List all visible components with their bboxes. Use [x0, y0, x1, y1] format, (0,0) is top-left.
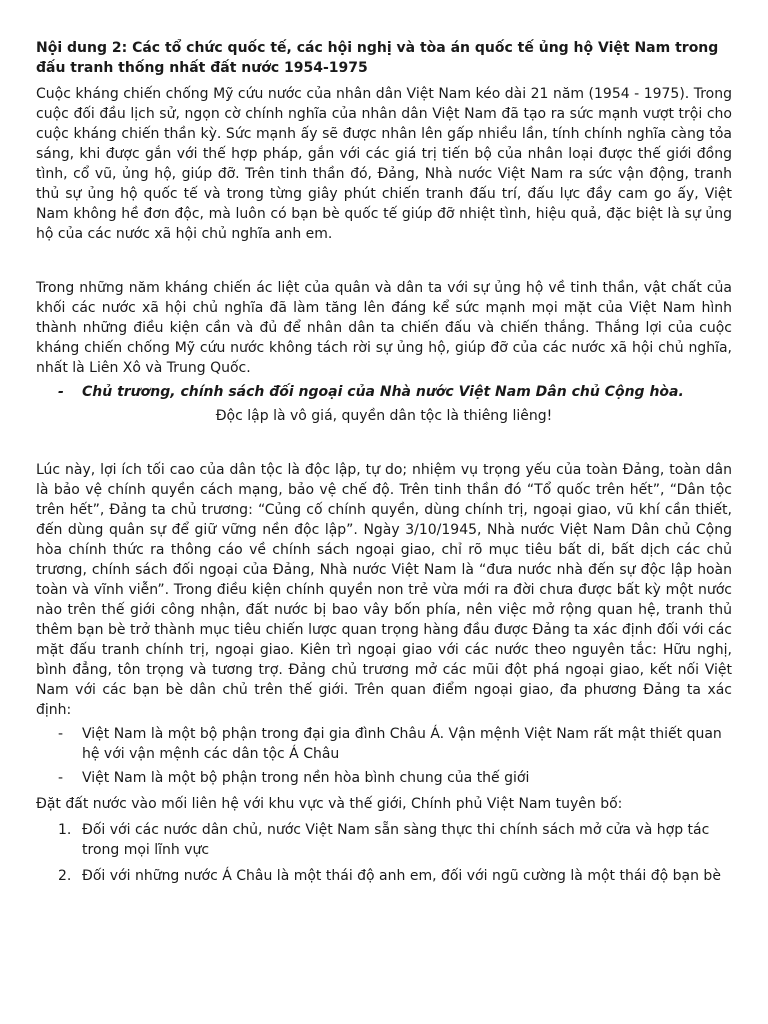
item-number: 1.	[58, 822, 72, 838]
bullet-marker: -	[58, 384, 64, 400]
spacer	[36, 430, 732, 460]
item-number: 2.	[58, 868, 72, 884]
bullet-marker: -	[58, 770, 64, 786]
section-heading: Nội dung 2: Các tổ chức quốc tế, các hội nghị và tòa án quốc tế ủng hộ Việt Nam trong đấu tranh thống nhất đất nước 1954-1975	[36, 40, 719, 76]
list-item	[36, 768, 732, 788]
paragraph-foreign-policy: Lúc này, lợi ích tối cao của dân tộc là độc lập, tự do; nhiệm vụ trọng yếu của toàn Đảng, toàn dân là bảo vệ chính quyền cách mạng, bảo vệ chế độ. Trên tinh thần đó “Tổ quốc trên hết”, “Dân tộc trên hết”, Đảng ta chủ trương: “Củng cố chính quyền, dùng chính trị, ngoại giao, vũ khí cần thiết, đến dùng quân sự để giữ vững nền độc lập”. Ngày 3/10/1945, Nhà nước Việt Nam Dân chủ Cộng hòa chính thức ra thông cáo về chính sách ngoại giao, chỉ rõ mục tiêu bất di, bất dịch các chủ trương, chính sách đối ngoại của Đảng, Nhà nước Việt Nam là “đưa nước nhà đến sự độc lập hoàn toàn và vĩnh viễn”. Trong điều kiện chính quyền non trẻ vừa mới ra đời chưa được bất kỳ một nước nào trên thế giới công nhận, đất nước bị bao vây bốn phía, nên việc mở rộng quan hệ, tranh thủ thêm bạn bè trở thành mục tiêu chiến lược quan trọng hàng đầu được Đảng ta xác định đối với các mặt đấu tranh chính trị, ngoại giao. Kiên trì ngoại giao với các nước theo nguyên tắc: Hữu nghị, bình đẳng, tôn trọng và tương trợ. Đảng chủ trương mở các mũi đột phá ngoại giao, kết nối Việt Nam với các bạn bè dân chủ trên thế giới. Trên quan điểm ngoại giao, đa phương Đảng ta xác định:	[36, 462, 732, 718]
paragraph-support: Trong những năm kháng chiến ác liệt của quân và dân ta với sự ủng hộ về tinh thần, vật chất của khối các nước xã hội chủ nghĩa đã làm tăng lên đáng kể sức mạnh mọi mặt của Việt Nam hình thành những điều kiện cần và đủ để nhân dân ta chiến đấu và chiến thắng. Thắng lợi của cuộc kháng chiến chống Mỹ cứu nước không tách rời sự ủng hộ, giúp đỡ của các nước xã hội chủ nghĩa, nhất là Liên Xô và Trung Quốc.	[36, 280, 732, 376]
numbered-item-text: Đối với các nước dân chủ, nước Việt Nam sẵn sàng thực thi chính sách mở cửa và hợp tác trong mọi lĩnh vực	[82, 822, 710, 858]
list-item-text: Việt Nam là một bộ phận trong nền hòa bình chung của thế giới	[82, 770, 530, 786]
list-item	[36, 724, 732, 764]
bullet-marker: -	[58, 726, 64, 742]
paragraph-intro: Cuộc kháng chiến chống Mỹ cứu nước của nhân dân Việt Nam kéo dài 21 năm (1954 - 1975). Trong cuộc đối đầu lịch sử, ngọn cờ chính nghĩa của nhân dân Việt Nam đã tạo ra sức mạnh vượt trội cho cuộc kháng chiến thần kỳ. Sức mạnh ấy sẽ được nhân lên gấp nhiều lần, tính chính nghĩa càng tỏa sáng, khi được gắn với thế hợp pháp, gắn với các giá trị tiến bộ của nhân loại được thế giới đồng tình, cổ vũ, ủng hộ, giúp đỡ. Trên tinh thần đó, Đảng, Nhà nước Việt Nam ra sức vận động, tranh thủ sự ủng hộ quốc tế và trong từng giây phút chiến tranh đấu trí, đấu lực đầy cam go ấy, Việt Nam không hề đơn độc, mà luôn có bạn bè quốc tế giúp đỡ nhiệt tình, hiệu quả, đặc biệt là sự ủng hộ của các nước xã hội chủ nghĩa anh em.	[36, 86, 732, 242]
policy-bullet-text: Chủ trương, chính sách đối ngoại của Nhà nước Việt Nam Dân chủ Cộng hòa.	[82, 384, 684, 400]
policy-bullet	[36, 382, 732, 402]
spacer	[36, 244, 732, 278]
numbered-item	[36, 820, 732, 860]
numbered-item	[36, 866, 732, 886]
numbered-item-text: Đối với những nước Á Châu là một thái độ anh em, đối với ngũ cường là một thái độ bạn bè	[82, 868, 721, 884]
motto: Độc lập là vô giá, quyền dân tộc là thiêng liêng!	[215, 408, 553, 424]
declaration-intro: Đặt đất nước vào mối liên hệ với khu vực và thế giới, Chính phủ Việt Nam tuyên bố:	[36, 796, 623, 812]
list-item-text: Việt Nam là một bộ phận trong đại gia đình Châu Á. Vận mệnh Việt Nam rất mật thiết quan hệ với vận mệnh các dân tộc Á Châu	[82, 726, 722, 762]
